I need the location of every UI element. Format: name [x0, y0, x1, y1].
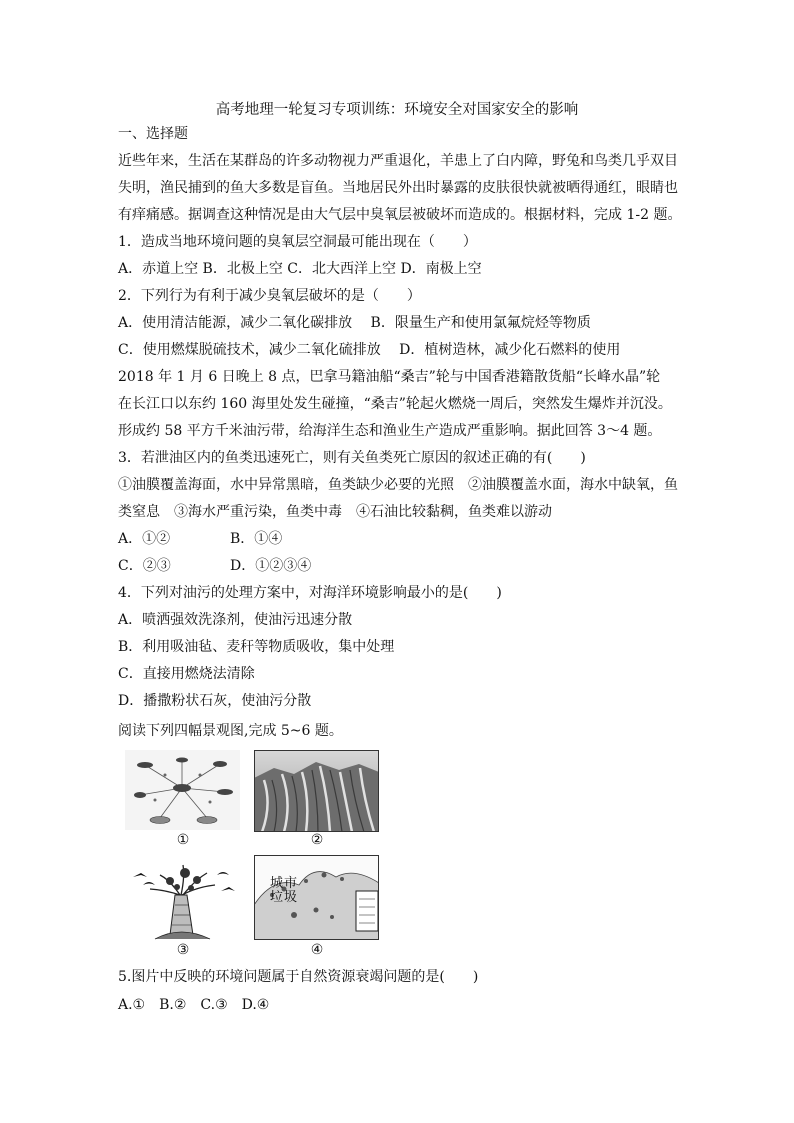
figure-4-sign: 城市垃圾	[270, 876, 299, 905]
q1-stem: 1．造成当地环境问题的臭氧层空洞最可能出现在（ ）	[118, 234, 477, 250]
passage1-line1: 近些年来，生活在某群岛的许多动物视力严重退化，羊患上了白内障，野兔和鸟类几乎双目	[118, 153, 678, 169]
figure-1-image	[125, 750, 240, 830]
figure-2-caption: ②	[310, 832, 324, 848]
passage2-line3: 形成约 58 平方千米油污带，给海洋生态和渔业生产造成严重影响。据此回答 3～4 题。	[118, 423, 662, 439]
reading-prompt: 阅读下列四幅景观图,完成 5~6 题。	[118, 723, 343, 739]
q1-options: A．赤道上空 B．北极上空 C．北大西洋上空 D．南极上空	[118, 261, 482, 277]
q5-options: A.① B.② C.③ D.④	[118, 997, 270, 1013]
passage1-line3: 有痒痛感。据调查这种情况是由大气层中臭氧层被破坏而造成的。根据材料，完成 1-2 题。	[118, 207, 682, 223]
figure-2-image	[254, 750, 379, 832]
passage1-line2: 失明，渔民捕到的鱼大多数是盲鱼。当地居民外出时暴露的皮肤很快就被晒得通红，眼睛也	[118, 180, 678, 196]
q4-option-d: D．播撒粉状石灰，使油污分散	[118, 693, 312, 709]
passage2-line2: 在长江口以东约 160 海里处发生碰撞，“桑吉”轮起火燃烧一周后，突然发生爆炸并沉没。	[118, 396, 672, 412]
q4-stem: 4．下列对油污的处理方案中，对海洋环境影响最小的是( )	[118, 585, 502, 601]
q3-stem: 3．若泄油区内的鱼类迅速死亡，则有关鱼类死亡原因的叙述正确的有( )	[118, 450, 586, 466]
q3-option-b: B．①④	[230, 531, 283, 547]
page-title: 高考地理一轮复习专项训练：环境安全对国家安全的影响	[215, 102, 579, 118]
q5-stem: 5.图片中反映的环境问题属于自然资源衰竭问题的是( )	[118, 969, 479, 985]
q3-statements-line2: 类窒息 ③海水严重污染，鱼类中毒 ④石油比较黏稠，鱼类难以游动	[118, 504, 552, 520]
q4-option-b: B．利用吸油毡、麦秆等物质吸收，集中处理	[118, 639, 395, 655]
q4-option-a: A．喷洒强效洗涤剂，使油污迅速分散	[118, 612, 353, 628]
q3-statements-line1: ①油膜覆盖海面，水中异常黑暗，鱼类缺少必要的光照 ②油膜覆盖水面，海水中缺氧，鱼	[118, 477, 678, 493]
q3-option-c: C．②③	[118, 558, 171, 574]
q2-stem: 2．下列行为有利于减少臭氧层破坏的是（ ）	[118, 288, 421, 304]
q3-option-a: A．①②	[118, 531, 171, 547]
figure-3-caption: ③	[176, 942, 190, 958]
q3-option-d: D．①②③④	[230, 558, 312, 574]
figure-4-image	[254, 855, 379, 940]
section-heading: 一、选择题	[118, 126, 188, 142]
q2-options-line1: A．使用清洁能源，减少二氧化碳排放 B．限量生产和使用氯氟烷烃等物质	[118, 315, 591, 331]
q4-option-c: C．直接用燃烧法清除	[118, 666, 255, 682]
passage2-line1: 2018 年 1 月 6 日晚上 8 点，巴拿马籍油船“桑吉”轮与中国香港籍散货船“长峰水晶”轮	[118, 369, 661, 385]
figure-1-caption: ①	[176, 832, 190, 848]
figure-4-caption: ④	[310, 942, 324, 958]
figure-3-image	[125, 855, 240, 940]
q2-options-line2: C．使用燃煤脱硫技术，减少二氧化硫排放 D．植树造林，减少化石燃料的使用	[118, 342, 621, 358]
